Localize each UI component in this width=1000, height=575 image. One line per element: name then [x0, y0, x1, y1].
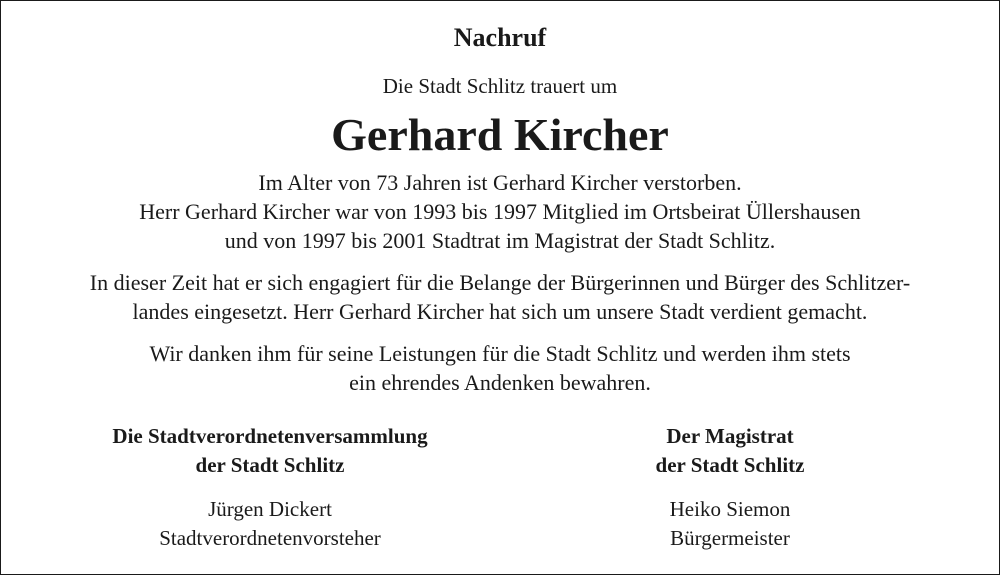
paragraph-line: und von 1997 bis 2001 Stadtrat im Magistrat der Stadt Schlitz.	[224, 228, 776, 253]
signature-organization	[500, 422, 960, 480]
paragraph-life	[0, 168, 1000, 255]
signer-role: Bürgermeister	[670, 526, 790, 550]
paragraph-thanks	[0, 339, 1000, 397]
paragraph-line: Wir danken ihm für seine Leistungen für die Stadt Schlitz und werden ihm stets	[149, 341, 851, 366]
paragraph-line: In dieser Zeit hat er sich engagiert für die Belange der Bürgerinnen und Bürger des Schlitzer-	[89, 270, 911, 295]
paragraph-line: Herr Gerhard Kircher war von 1993 bis 1997 Mitglied im Ortsbeirat Üllershausen	[139, 199, 861, 224]
signature-signer	[40, 495, 500, 553]
paragraph-line: Im Alter von 73 Jahren ist Gerhard Kircher verstorben.	[258, 170, 742, 195]
organization-line: Die Stadtverordnetenversammlung	[112, 424, 428, 448]
organization-line: der Stadt Schlitz	[195, 453, 345, 477]
signature-block-assembly	[40, 422, 500, 553]
paragraph-line: ein ehrendes Andenken bewahren.	[349, 370, 651, 395]
paragraph-line: landes eingesetzt. Herr Gerhard Kircher hat sich um unsere Stadt verdient gemacht.	[132, 299, 868, 324]
signer-role: Stadtverordnetenvorsteher	[159, 526, 381, 550]
signature-organization	[40, 422, 500, 480]
paragraph-engagement	[0, 268, 1000, 326]
organization-line: Der Magistrat	[666, 424, 794, 448]
organization-line: der Stadt Schlitz	[655, 453, 805, 477]
signature-block-magistrate	[500, 422, 960, 553]
deceased-name: Gerhard Kircher	[331, 109, 669, 160]
notice-intro: Die Stadt Schlitz trauert um	[382, 74, 618, 98]
signer-name: Jürgen Dickert	[208, 497, 332, 521]
signer-name: Heiko Siemon	[669, 497, 791, 521]
signature-signer	[500, 495, 960, 553]
notice-heading: Nachruf	[453, 23, 547, 52]
